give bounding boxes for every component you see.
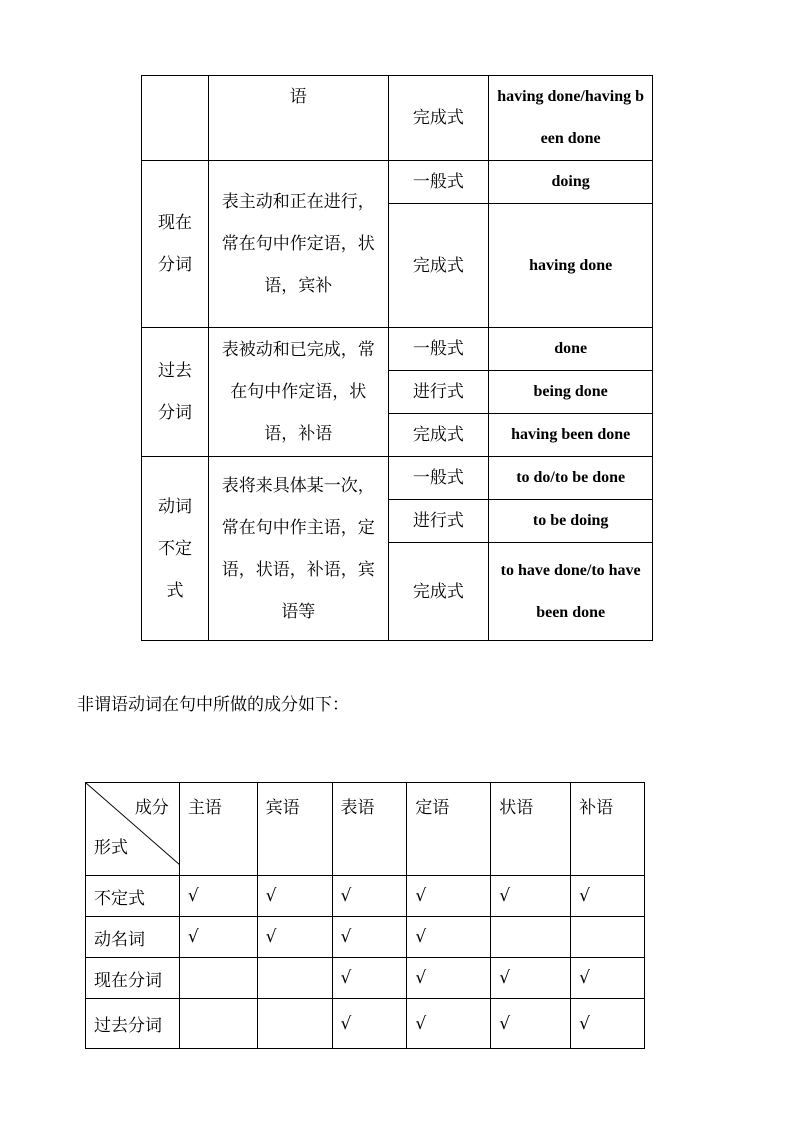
check-cell: √ [332, 999, 407, 1049]
type-cell: 过去分词 [142, 328, 209, 457]
check-cell: √ [332, 876, 407, 917]
header-row [86, 783, 645, 876]
table-row [142, 76, 653, 161]
check-cell [491, 917, 571, 958]
example-cell: to be doing [489, 500, 653, 543]
example-cell: having done/having been done [489, 76, 653, 161]
check-cell [571, 917, 645, 958]
check-cell: √ [407, 999, 491, 1049]
form-cell: 进行式 [388, 500, 489, 543]
row-label: 不定式 [86, 876, 180, 917]
form-cell: 一般式 [388, 161, 489, 204]
column-header: 状语 [491, 783, 571, 876]
check-cell [257, 958, 332, 999]
table-row [142, 457, 653, 500]
corner-label-top: 成分 [134, 798, 169, 818]
check-cell: √ [257, 876, 332, 917]
example-cell: being done [489, 371, 653, 414]
example-cell: doing [489, 161, 653, 204]
table-row [86, 917, 645, 958]
diagonal-header-cell [86, 783, 180, 876]
example-cell: to do/to be done [489, 457, 653, 500]
row-label: 过去分词 [86, 999, 180, 1049]
desc-cell: 表将来具体某一次，常在句中作主语，定语，状语，补语，宾语等 [208, 457, 388, 641]
example-cell: having been done [489, 414, 653, 457]
function-table [85, 782, 645, 1049]
table-row [86, 999, 645, 1049]
section-caption: 非谓语动词在句中所做的成分如下： [77, 695, 349, 715]
row-label: 动名词 [86, 917, 180, 958]
table-row [142, 328, 653, 371]
check-cell: √ [407, 876, 491, 917]
check-cell: √ [491, 958, 571, 999]
check-cell: √ [332, 958, 407, 999]
type-cell: 现在分词 [142, 161, 209, 328]
example-cell: done [489, 328, 653, 371]
check-cell: √ [179, 917, 257, 958]
form-cell: 完成式 [388, 76, 489, 161]
check-cell: √ [491, 999, 571, 1049]
check-cell: √ [571, 876, 645, 917]
form-cell: 完成式 [388, 414, 489, 457]
check-cell: √ [491, 876, 571, 917]
check-cell: √ [179, 876, 257, 917]
check-cell: √ [571, 958, 645, 999]
column-header: 主语 [179, 783, 257, 876]
check-cell: √ [257, 917, 332, 958]
column-header: 补语 [571, 783, 645, 876]
table-row [86, 876, 645, 917]
corner-label-bottom: 形式 [94, 838, 128, 858]
check-cell [179, 958, 257, 999]
desc-cell: 表主动和正在进行，常在句中作定语，状语，宾补 [208, 161, 388, 328]
form-cell: 完成式 [388, 543, 489, 641]
form-cell: 一般式 [388, 457, 489, 500]
example-cell: having done [489, 204, 653, 328]
check-cell: √ [332, 917, 407, 958]
check-cell: √ [407, 917, 491, 958]
check-cell: √ [407, 958, 491, 999]
check-cell [257, 999, 332, 1049]
form-cell: 一般式 [388, 328, 489, 371]
form-cell: 完成式 [388, 204, 489, 328]
example-cell: to have done/to have been done [489, 543, 653, 641]
type-cell [142, 76, 209, 161]
table-row [142, 161, 653, 204]
table-row [86, 958, 645, 999]
form-cell: 进行式 [388, 371, 489, 414]
check-cell [179, 999, 257, 1049]
verb-forms-table [141, 75, 653, 641]
desc-cell: 表被动和已完成，常在句中作定语，状语，补语 [208, 328, 388, 457]
column-header: 定语 [407, 783, 491, 876]
desc-cell: 语 [208, 76, 388, 161]
type-cell: 动词不定式 [142, 457, 209, 641]
column-header: 宾语 [257, 783, 332, 876]
row-label: 现在分词 [86, 958, 180, 999]
check-cell: √ [571, 999, 645, 1049]
column-header: 表语 [332, 783, 407, 876]
